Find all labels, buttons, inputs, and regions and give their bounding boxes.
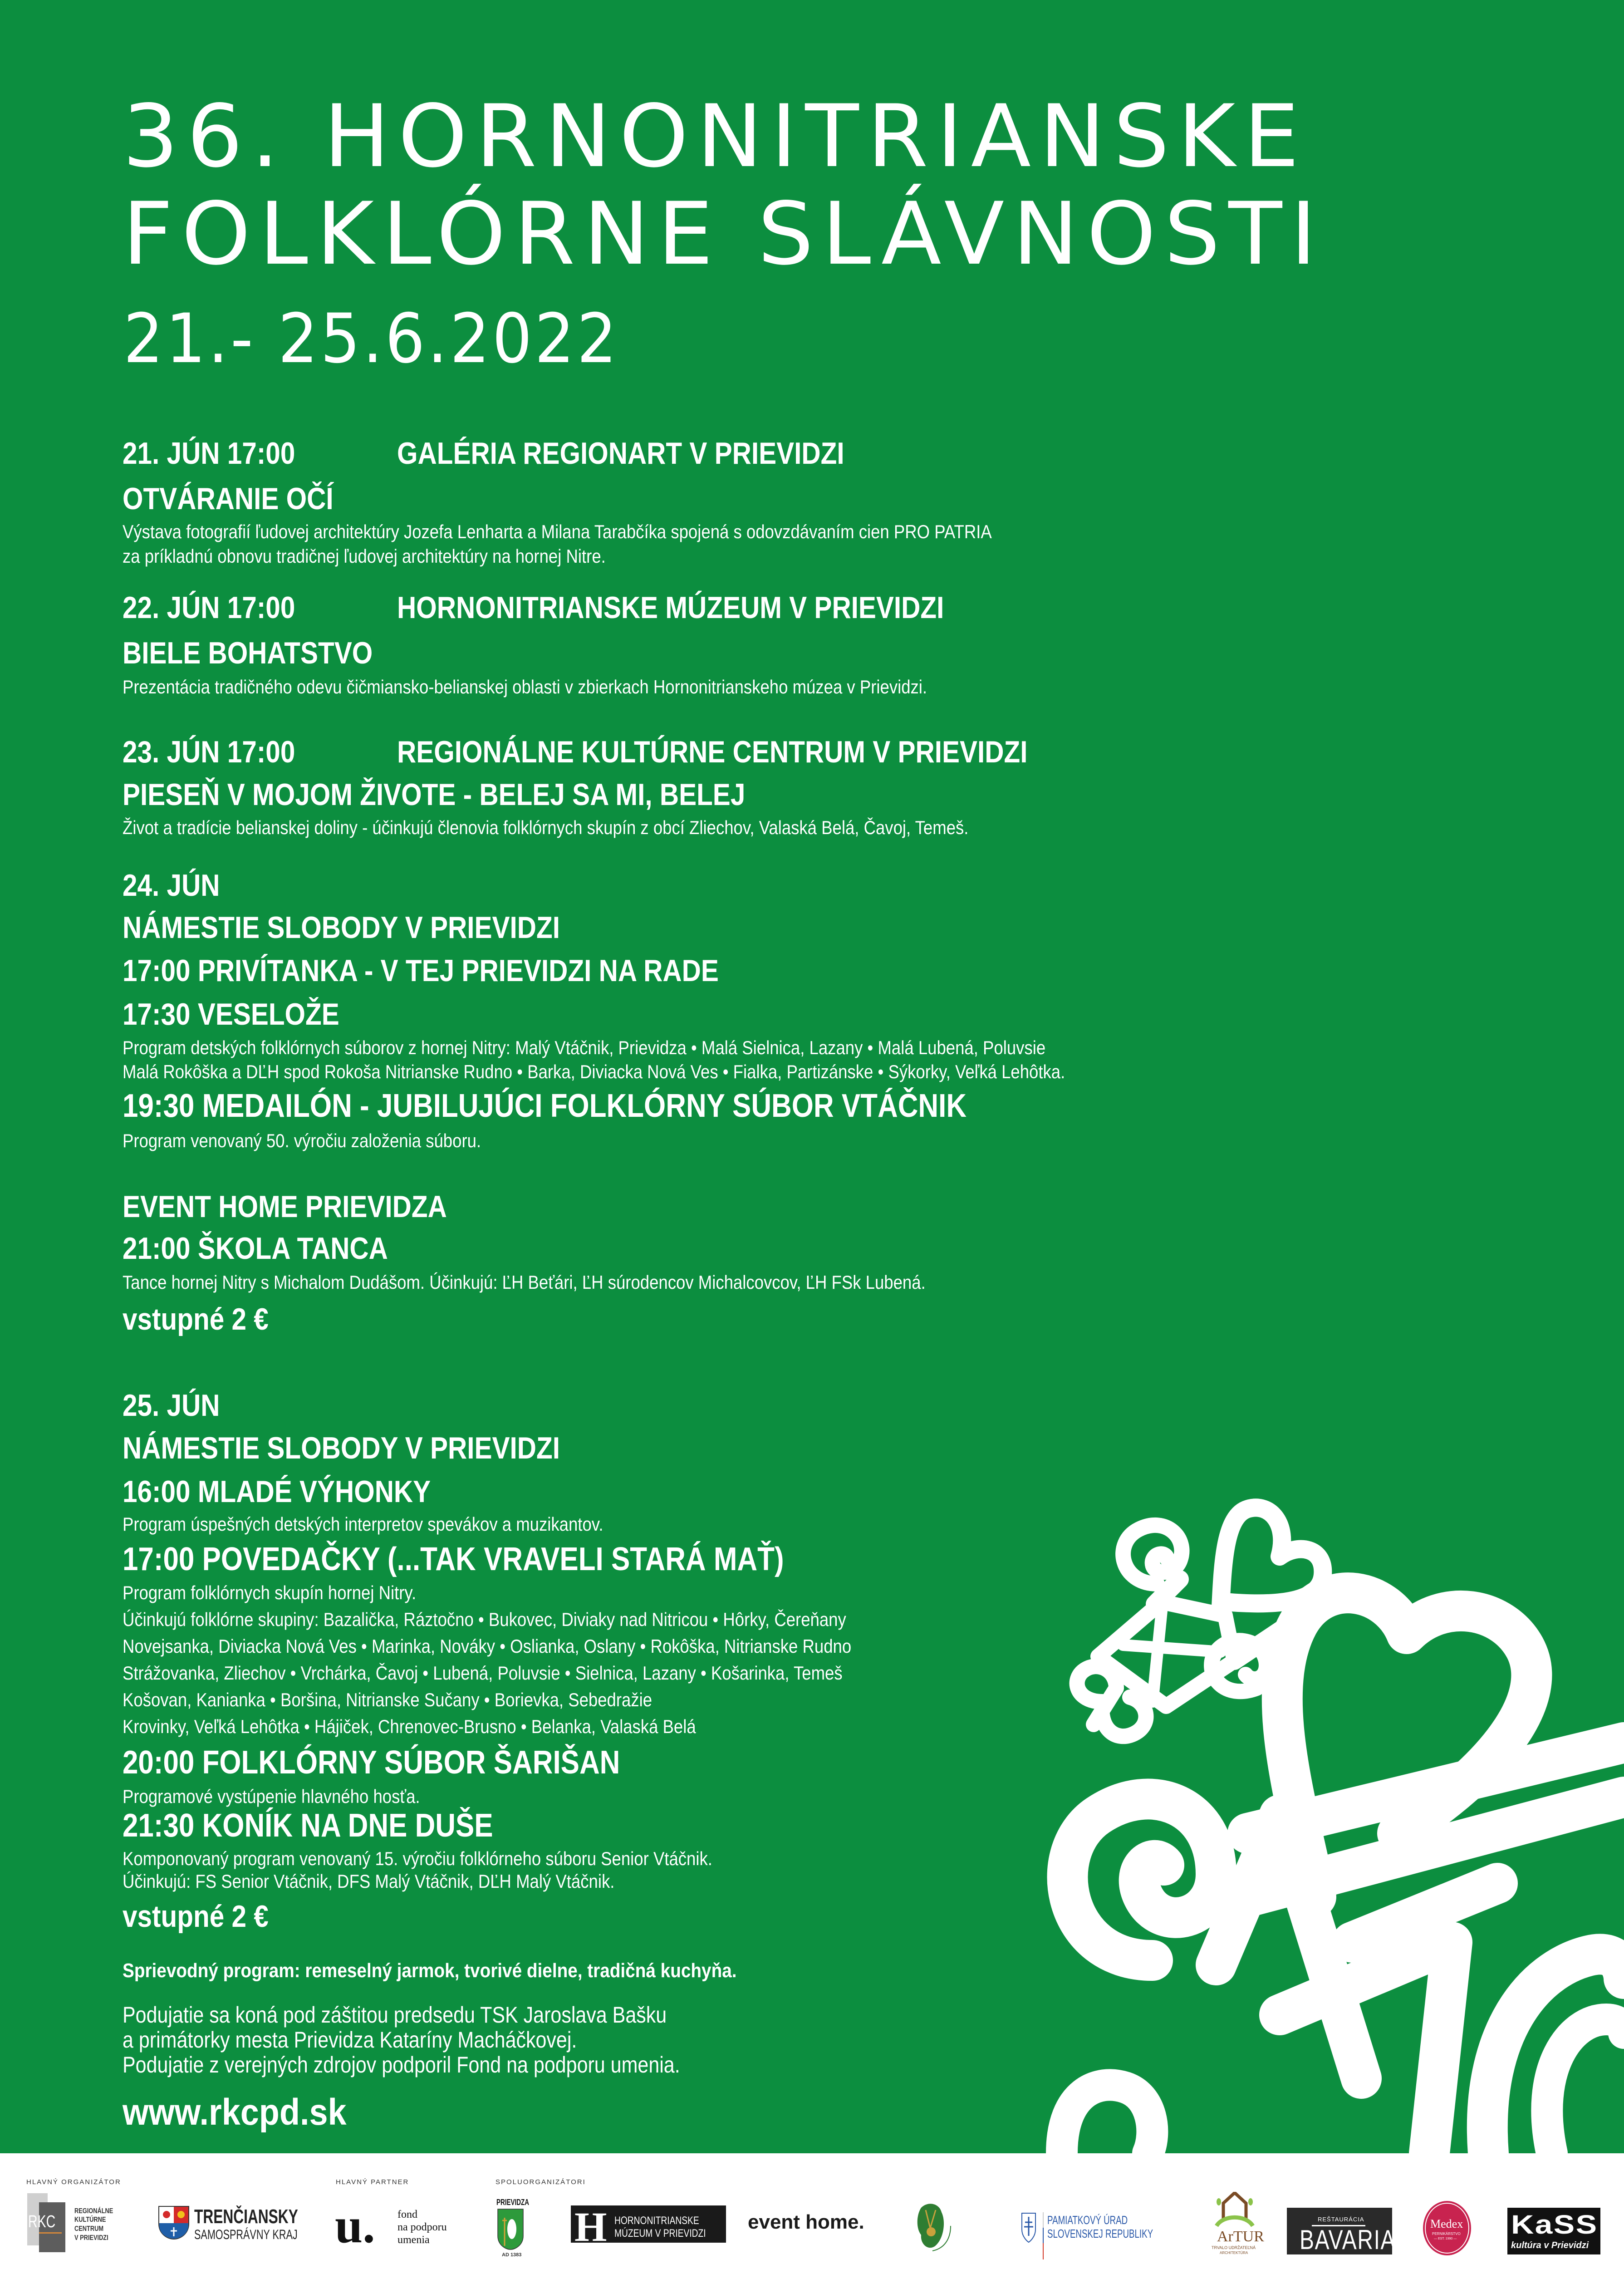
festival-title-line1: 36. HORNONITRIANSKE — [123, 86, 1308, 187]
kass-sub: kultúra v Prievidzi — [1511, 2240, 1589, 2250]
day25-item1-desc: Program úspešných detských interpretov spevákov a muzikantov. — [123, 1513, 603, 1535]
patronage-line2: a primátorky mesta Prievidza Kataríny Macháčkovej. — [123, 2027, 577, 2053]
day24-item2-desc-line1: Program detských folklórnych súborov z hornej Nitry: Malý Vtáčnik, Prievidza • Malá Sielnica, Lazany • Malá Lubená, Poluvsie — [123, 1037, 1046, 1058]
day25-item2: 17:00 POVEDAČKY (...TAK VRAVELI STARÁ MAŤ) — [123, 1541, 784, 1577]
logo-artur — [1210, 2192, 1264, 2255]
artur-name: ArTUR — [1217, 2228, 1264, 2245]
day24-venue: NÁMESTIE SLOBODY V PRIEVIDZI — [123, 910, 560, 945]
rkc-mark: RKC — [28, 2212, 56, 2231]
logo-medex — [1420, 2201, 1475, 2258]
tsk-coat-of-arms-icon — [158, 2205, 190, 2240]
patronage-line1: Podujatie sa koná pod záštitou predsedu TSK Jaroslava Bašku — [123, 2002, 667, 2028]
day25-item2-desc-line2: Účinkujú folklórne skupiny: Bazalička, Ráztočno • Bukovec, Diviaky nad Nitricou • Hôrky, Čereňany — [123, 1609, 846, 1630]
day25-item2-desc-line5: Košovan, Kanianka • Boršina, Nitrianske Sučany • Borievka, Sebedražie — [123, 1689, 653, 1710]
day24-item4: 21:00 ŠKOLA TANCA — [123, 1231, 388, 1266]
day24-item4-desc: Tance hornej Nitry s Michalom Dudášom. Účinkujú: ĽH Beťári, ĽH súrodencov Michalcovcov, ĽH FSk Lubená. — [123, 1272, 926, 1293]
rkc-name-line1: REGIONÁLNE — [74, 2207, 113, 2215]
tsk-line1: TRENČIANSKY — [194, 2205, 298, 2228]
day24-fee: vstupné 2 € — [123, 1302, 269, 1336]
day25-item2-desc-line6: Krovinky, Veľká Lehôtka • Hájiček, Chrenovec-Brusno • Belanka, Valaská Belá — [123, 1716, 696, 1737]
medex-name: Medex — [1430, 2217, 1463, 2230]
pu-coat-of-arms-icon — [1021, 2212, 1036, 2245]
logo-trenciansky-kraj — [158, 2205, 308, 2242]
artur-line2: ARCHITEKTÚRA — [1220, 2251, 1248, 2255]
event1-desc-line1: Výstava fotografií ľudovej architektúry Jozefa Lenharta a Milana Tarabčíka spojená s odovzdávaním cien PRO PATRIA — [123, 521, 992, 542]
event3-venue: REGIONÁLNE KULTÚRNE CENTRUM V PRIEVIDZI — [397, 735, 1028, 769]
day25-item3-desc: Programové vystúpenie hlavného hosťa. — [123, 1786, 420, 1807]
logo-restauracia-bavaria — [1287, 2208, 1396, 2255]
hm-line1: HORNONITRIANSKE — [614, 2215, 699, 2227]
hm-mark: H — [574, 2204, 607, 2250]
event2-desc: Prezentácia tradičného odevu čičmiansko-belianskej oblasti v zbierkach Hornonitrianskeho múzea v Prievidzi. — [123, 676, 927, 697]
day25-item4-desc-line2: Účinkujú: FS Senior Vtáčnik, DFS Malý Vtáčnik, DĽH Malý Vtáčnik. — [123, 1871, 615, 1892]
day25-item4: 21:30 KONÍK NA DNE DUŠE — [123, 1807, 493, 1844]
logo-fond-na-podporu-umenia — [335, 2198, 462, 2253]
day25-item2-desc-line4: Strážovanka, Zliechov • Vrchárka, Čavoj • Lubená, Poluvsie • Sielnica, Lazany • Košarinka, Temeš — [123, 1662, 843, 1684]
prievidza-name: PRIEVIDZA — [496, 2198, 530, 2207]
label-coorganizers: SPOLUORGANIZÁTORI — [496, 2178, 586, 2186]
bavaria-top: REŠTAURÁCIA — [1318, 2216, 1364, 2223]
event1-title: OTVÁRANIE OČÍ — [123, 481, 334, 516]
day25-item3: 20:00 FOLKLÓRNY SÚBOR ŠARIŠAN — [123, 1744, 620, 1781]
rkc-name-line4: V PRIEVIDZI — [74, 2234, 108, 2242]
day25-date: 25. JÚN — [123, 1388, 220, 1423]
pu-line1: PAMIATKOVÝ ÚRAD — [1047, 2213, 1128, 2227]
medex-sub: PERNIKÁRSTVO — [1432, 2232, 1461, 2236]
day24-item1: 17:00 PRIVÍTANKA - V TEJ PRIEVIDZI NA RADE — [123, 953, 719, 988]
kass-name: KaSS — [1511, 2210, 1598, 2240]
logo-zdruzenie-miest-a-obci — [908, 2196, 953, 2253]
event2-title: BIELE BOHATSTVO — [123, 636, 373, 670]
event3-title: PIESEŇ V MOJOM ŽIVOTE - BELEJ SA MI, BELEJ — [123, 777, 746, 812]
pu-line2: SLOVENSKEJ REPUBLIKY — [1047, 2227, 1153, 2240]
event2-venue: HORNONITRIANSKE MÚZEUM V PRIEVIDZI — [397, 590, 944, 625]
event3-desc: Život a tradície belianskej doliny - účinkujú členovia folklórnych skupín z obcí Zliechov, Valaská Belá, Čavoj, Temeš. — [123, 817, 969, 838]
folk-ornament-icon — [1044, 1488, 1624, 2153]
logo-pamiatkovy-urad — [1021, 2212, 1157, 2262]
eventhome-name: event home. — [748, 2211, 864, 2233]
zmo-emblem-icon — [908, 2196, 953, 2253]
fpu-line1: fond — [397, 2209, 417, 2220]
event2-when: 22. JÚN 17:00 — [123, 590, 295, 625]
day24-item3-desc: Program venovaný 50. výročiu založenia súboru. — [123, 1130, 481, 1151]
day25-item2-desc-line3: Novejsanka, Diviacka Nová Ves • Marinka, Nováky • Oslianka, Oslany • Rokôška, Nitrianske Rudno — [123, 1635, 852, 1657]
logo-hornonitrianske-muzeum — [571, 2204, 726, 2250]
day24-item2-desc-line2: Malá Rokôška a DĽH spod Rokoša Nitrianske Rudno • Barka, Diviacka Nová Ves • Fialka, Partizánske • Sýkorky, Veľká Lehôtka. — [123, 1061, 1065, 1082]
day25-fee: vstupné 2 € — [123, 1899, 269, 1934]
event1-desc-line2: za príkladnú obnovu tradičnej ľudovej architektúry na hornej Nitre. — [123, 545, 606, 567]
day25-venue: NÁMESTIE SLOBODY V PRIEVIDZI — [123, 1431, 560, 1465]
rkc-name-line3: CENTRUM — [74, 2225, 103, 2233]
label-main-partner: HLAVNÝ PARTNER — [336, 2178, 409, 2186]
fpu-line3: umenia — [397, 2234, 430, 2246]
label-main-organizer: HLAVNÝ ORGANIZÁTOR — [26, 2178, 121, 2186]
logo-event-home — [748, 2211, 864, 2234]
day24-venue2: EVENT HOME PRIEVIDZA — [123, 1189, 447, 1224]
event1-when: 21. JÚN 17:00 — [123, 436, 295, 471]
event3-when: 23. JÚN 17:00 — [123, 735, 295, 769]
day24-item3: 19:30 MEDAILÓN - JUBILUJÚCI FOLKLÓRNY SÚBOR VTÁČNIK — [123, 1088, 967, 1124]
artur-house-icon — [1214, 2192, 1255, 2228]
medex-est: — EST. 1990 — — [1434, 2237, 1457, 2240]
patronage-line3: Podujatie z verejných zdrojov podporil Fond na podporu umenia. — [123, 2052, 680, 2077]
day25-item4-desc-line1: Komponovaný program venovaný 15. výročiu folklórneho súboru Senior Vtáčnik. — [123, 1848, 712, 1869]
festival-title-line2: FOLKLÓRNE SLÁVNOSTI — [123, 184, 1325, 284]
artur-line1: TRVALO UDRŽATEĽNÁ — [1212, 2245, 1256, 2250]
logo-rkc — [27, 2193, 132, 2252]
day24-date: 24. JÚN — [123, 868, 220, 903]
prievidza-coat-of-arms-icon — [497, 2209, 524, 2250]
tsk-line2: SAMOSPRÁVNY KRAJ — [194, 2227, 298, 2242]
fpu-line2: na podporu — [397, 2221, 447, 2233]
day25-item2-desc-line1: Program folklórnych skupín hornej Nitry. — [123, 1582, 417, 1603]
day25-item1: 16:00 MLADÉ VÝHONKY — [123, 1474, 431, 1509]
bavaria-name: BAVARIA — [1300, 2225, 1396, 2255]
festival-dates: 21.- 25.6.2022 — [123, 300, 619, 378]
fpu-mark: u. — [335, 2198, 375, 2253]
website-link[interactable]: www.rkcpd.sk — [123, 2092, 347, 2133]
prievidza-year: AD 1383 — [502, 2252, 522, 2258]
logo-prievidza — [496, 2198, 537, 2259]
event1-venue: GALÉRIA REGIONART V PRIEVIDZI — [397, 436, 844, 471]
rkc-name-line2: KULTÚRNE — [74, 2216, 106, 2224]
accompanying-program: Sprievodný program: remeselný jarmok, tvorivé dielne, tradičná kuchyňa. — [123, 1960, 737, 1982]
hm-line2: MÚZEUM V PRIEVIDZI — [614, 2227, 706, 2240]
partners-footer — [0, 2153, 1624, 2269]
logo-kass — [1507, 2208, 1600, 2254]
day24-item2: 17:30 VESELOŽE — [123, 997, 339, 1031]
